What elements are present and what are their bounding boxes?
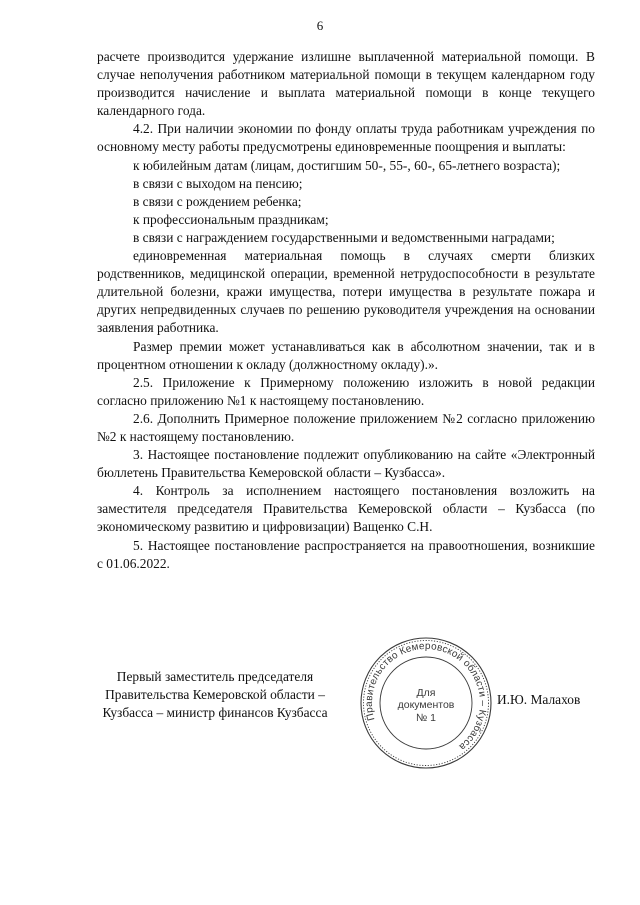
signature-block (0, 662, 640, 782)
document-body (97, 48, 595, 573)
signatory-position-line: Кузбасса – министр финансов Кузбасса (102, 705, 328, 720)
list-item-childbirth: в связи с рождением ребенка; (133, 193, 302, 209)
official-seal-stamp (358, 635, 494, 771)
list-item-awards: в связи с награждением государственными и ведомственными наградами; (133, 229, 555, 245)
stamp-center-line: Для (416, 687, 436, 699)
list-item-retirement: в связи с выходом на пенсию; (133, 175, 303, 191)
paragraph-clause-3: 3. Настоящее постановление подлежит опубликованию на сайте «Электронный бюллетень Правительства Кемеровской области – Кузбасса». (97, 447, 595, 481)
signatory-position-line: Первый заместитель председателя (116, 669, 314, 684)
page-number: 6 (316, 18, 324, 33)
paragraph-clause-5: 5. Настоящее постановление распространяется на правоотношения, возникшие с 01.06.2022. (97, 537, 595, 571)
signatory-name: И.Ю. Малахов (497, 692, 581, 707)
paragraph-continuation: расчете производится удержание излишне выплаченной материальной помощи. В случае неполучения работником материальной помощи в текущем календарном году производится начисление и выплата материальной помощи в конце текущего календарного года. (97, 49, 595, 119)
signatory-position-line: Правительства Кемеровской области – (105, 687, 325, 702)
list-item-holidays: к профессиональным праздникам; (133, 211, 329, 227)
stamp-center-line: № 1 (415, 712, 437, 724)
paragraph-clause-4: 4. Контроль за исполнением настоящего постановления возложить на заместителя председателя Правительства Кемеровской области – Кузбасса (по экономическому развитию и цифровизации) Ващенко С.Н. (97, 483, 595, 535)
stamp-ring-textpath: Правительство Кемеровской области – Кузбасса (363, 640, 489, 753)
signatory-position (90, 668, 340, 722)
paragraph-clause-2-5: 2.5. Приложение к Примерному положению изложить в новой редакции согласно приложению №1 к настоящему постановлению. (97, 374, 595, 408)
paragraph-bonus-size: Размер премии может устанавливаться как в абсолютном значении, так и в процентном отношении к окладу (должностному окладу).». (97, 338, 595, 372)
paragraph-clause-4-2: 4.2. При наличии экономии по фонду оплаты труда работникам учреждения по основному месту работы предусмотрены единовременные поощрения и выплаты: (97, 121, 595, 155)
stamp-center-line: документов (397, 699, 455, 711)
paragraph-clause-2-6: 2.6. Дополнить Примерное положение приложением №2 согласно приложению №2 к настоящему постановлению. (97, 410, 595, 444)
list-item-material-aid: единовременная материальная помощь в случаях смерти близких родственников, медицинской операции, временной нетрудоспособности в результате длительной болезни, кражи имущества, потери имущества в результате пожара и других непредвиденных случаев по решению руководителя учреждения на основании заявления работника. (97, 248, 595, 336)
list-item-jubilee: к юбилейным датам (лицам, достигшим 50-, 55-, 60-, 65-летнего возраста); (133, 157, 561, 173)
